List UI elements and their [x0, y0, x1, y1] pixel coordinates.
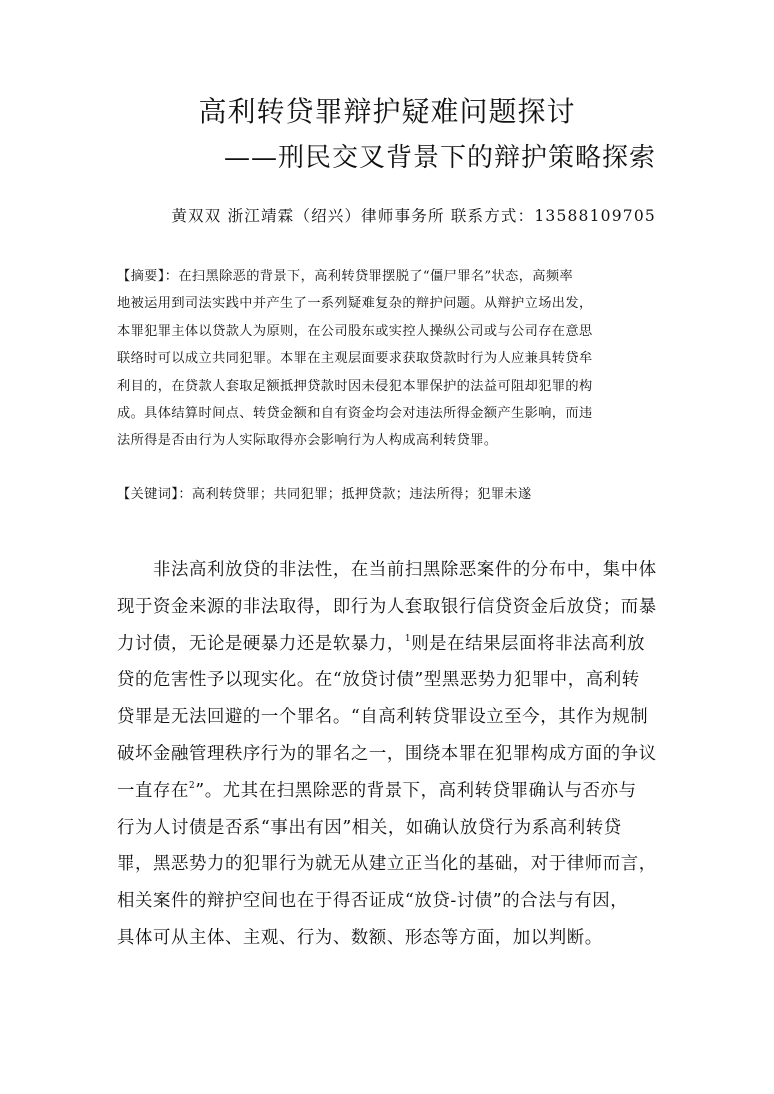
- abstract-line: 利目的，在贷款人套取足额抵押贷款时因未侵犯本罪保护的法益可阻却犯罪的构: [117, 378, 593, 394]
- footnote-mark[interactable]: 2: [188, 780, 196, 791]
- body-line: 现于资金来源的非法取得，即行为人套取银行信贷资金后放贷；而暴: [117, 596, 657, 617]
- body-line: 非法高利放贷的非法性，在当前扫黑除恶案件的分布中，集中体: [153, 560, 657, 580]
- abstract-line: 法所得是否由行为人实际取得亦会影响行为人构成高利转贷罪。: [117, 433, 498, 449]
- paper-subtitle: ——刑民交叉背景下的辩护策略探索: [223, 143, 656, 173]
- abstract-line: 成。具体结算时间点、转贷金额和自有资金均会对违法所得金额产生影响，而违: [117, 405, 593, 421]
- abstract-line: 地被运用到司法实践中并产生了一系列疑难复杂的辩护问题。从辩护立场出发，: [117, 296, 593, 312]
- body-line: 贷的危害性予以现实化。在“放贷讨债”型黑恶势力犯罪中，高利转: [117, 670, 640, 691]
- body-text-segment: 力讨债，无论是硬暴力还是软暴力，: [117, 633, 405, 654]
- body-line: 相关案件的辩护空间也在于得否证成“放贷-讨债”的合法与有因，: [117, 891, 629, 912]
- body-text-segment: 则是在结果层面将非法高利放: [411, 633, 646, 654]
- abstract-line: 本罪犯罪主体以贷款人为原则，在公司股东或实控人操纵公司或与公司存在意思: [117, 323, 593, 339]
- body-line: 行为人讨债是否系“事出有因”相关，如确认放贷行为系高利转贷: [117, 817, 622, 838]
- footnote-mark[interactable]: 1: [404, 633, 412, 644]
- body-line: 贷罪是无法回避的一个罪名。“自高利转贷罪设立至今，其作为规制: [117, 707, 649, 728]
- body-paragraph: [117, 552, 659, 957]
- abstract-block: [117, 263, 657, 455]
- body-text-segment: 一直存在: [117, 780, 189, 801]
- body-line: [117, 773, 659, 810]
- body-text-segment: ”。尤其在扫黑除恶的背景下，高利转贷罪确认与否亦与: [195, 780, 637, 801]
- author-line: 黄双双 浙江靖霖（绍兴）律师事务所 联系方式：13588109705: [171, 207, 656, 225]
- keywords-line: 【关键词】：高利转贷罪；共同犯罪；抵押贷款；违法所得；犯罪未遂: [117, 487, 532, 502]
- body-line: 具体可从主体、主观、行为、数额、形态等方面，加以判断。: [117, 927, 603, 948]
- paper-title: 高利转贷罪辩护疑难问题探讨: [198, 95, 576, 128]
- abstract-line: 【摘要】：在扫黑除恶的背景下，高利转贷罪摆脱了“僵尸罪名”状态，高频率: [117, 269, 574, 284]
- body-line: [117, 626, 659, 663]
- body-line: 破坏金融管理秩序行为的罪名之一，围绕本罪在犯罪构成方面的争议: [117, 743, 657, 764]
- body-line: 罪，黑恶势力的犯罪行为就无从建立正当化的基础，对于律师而言，: [117, 854, 657, 875]
- abstract-line: 联络时可以成立共同犯罪。本罪在主观层面要求获取贷款时行为人应兼具转贷牟: [117, 351, 593, 367]
